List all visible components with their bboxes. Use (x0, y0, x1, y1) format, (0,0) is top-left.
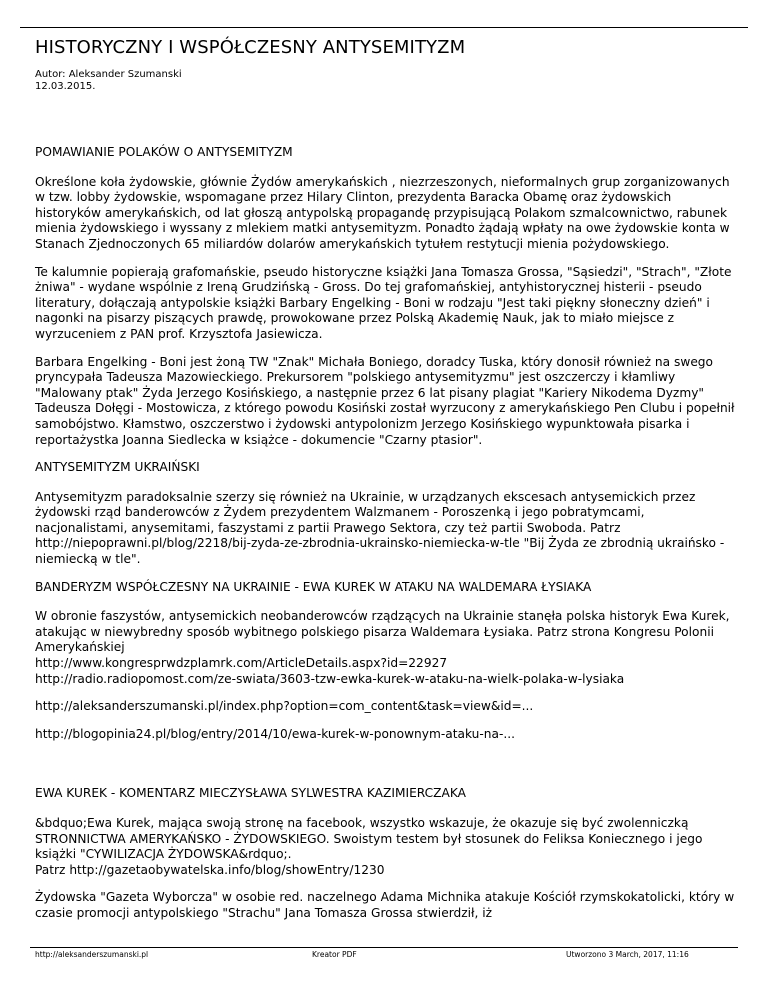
paragraph: Barbara Engelking - Boni jest żoną TW "Znak" Michała Boniego, doradcy Tuska, który donosił również na swego pryncypała Tadeusza Mazowieckiego. Prekursorem "polskiego antysemityzmu" jest oszczerczy i kłamliwy "Malowany ptak" Żyda Jerzego Kosińskiego, a następnie przez 6 lat pisany plagiat "Kariery Nikodema Dyzmy" Tadeusza Dołęgi - Mostowicza, z którego powodu Kosiński został wyrzucony z amerykańskiego Pen Clubu i popełnił samobójstwo. Kłamstwo, oszczerstwo i żydowski antypolonizm Jerzego Kosińskiego wypunktowała pisarka i reportażystka Joanna Siedlecka w książce - dokumencie "Czarny ptasior". (35, 354, 735, 447)
section-heading: BANDERYZM WSPÓŁCZESNY NA UKRAINIE - EWA KUREK W ATAKU NA WALDEMARA ŁYSIAKA (35, 579, 592, 594)
publish-date: 12.03.2015. (35, 81, 96, 92)
paragraph-text: W obronie faszystów, antysemickich neobanderowców rządzących na Ukrainie stanęła polska historyk Ewa Kurek, atakując w niewybredny sposób wybitnego polskiego pisarza Waldemara Łysiaka. Patrz strona Kongresu Polonii Amerykańskiej (35, 609, 730, 655)
footer-created-date: Utworzono 3 March, 2017, 11:16 (566, 950, 689, 959)
paragraph-text: &bdquo;Ewa Kurek, mająca swoją stronę na facebook, wszystko wskazuje, że okazuje się być zwolenniczką STRONNICTWA AMERYKAŃSKO - ŻYDOWSKIEGO. Swoistym testem był stosunek do Feliksa Koniecznego i jego książki "CYWILIZACJA ŻYDOWSKA&rdquo;. (35, 816, 703, 862)
article-meta (35, 69, 182, 93)
paragraph: Żydowska "Gazeta Wyborcza" w osobie red. naczelnego Adama Michnika atakuje Kościół rzymskokatolicki, który w czasie promocji antypolskiego "Strachu" Jana Tomasza Grossa stwierdził, iż (35, 890, 735, 920)
paragraph (35, 699, 735, 715)
article-body (35, 145, 735, 934)
author-line: Autor: Aleksander Szumanski (35, 69, 182, 80)
source-link[interactable]: http://radio.radiopomost.com/ze-swiata/3603-tzw-ewka-kurek-w-ataku-na-wielk-polaka-w-lysiaka (35, 671, 625, 686)
footer-site-url[interactable]: http://aleksanderszumanski.pl (35, 950, 149, 959)
paragraph (35, 609, 735, 687)
footer-generator: Kreator PDF (312, 950, 357, 959)
paragraph (35, 727, 735, 743)
section-heading: POMAWIANIE POLAKÓW O ANTYSEMITYZM (35, 145, 293, 159)
footer-rule (30, 947, 738, 948)
section-heading: EWA KUREK - KOMENTARZ MIECZYSŁAWA SYLWESTRA KAZIMIERCZAKA (35, 786, 466, 801)
source-link[interactable]: http://www.kongresprwdzplamrk.com/ArticleDetails.aspx?id=22927 (35, 656, 448, 671)
paragraph: Określone koła żydowskie, głównie Żydów amerykańskich , niezrzeszonych, nieformalnych grup zorganizowanych w tzw. lobby żydowskie, wspomagane przez Hilary Clinton, prezydenta Baracka Obamę oraz żydowskich historyków amerykańskich, od lat głoszą antypolską propagandę przypisującą Polakom szmalcownictwo, rabunek mienia żydowskiego i wyssany z mlekiem matki antysemityzm. Ponadto żądają wpłaty na owe żydowskie konta w Stanach Zjednoczonych 65 miliardów dolarów amerykańskich tytułem restytucji mienia pożydowskiego. (35, 174, 730, 251)
paragraph (35, 816, 735, 878)
source-link[interactable]: http://blogopinia24.pl/blog/entry/2014/10/ewa-kurek-w-ponownym-ataku-na-... (35, 726, 515, 741)
paragraph: Te kalumnie popierają grafomańskie, pseudo historyczne książki Jana Tomasza Grossa, "Sąsiedzi", "Strach", "Złote żniwa" - wydane wspólnie z Ireną Grudzińską - Gross. Do tej grafomańskiej, antyhistorycznej histerii - pseudo literatury, dołączają antypolskie książki Barbary Engelking - Boni w rodzaju "Jest taki piękny słoneczny dzień" i nagonki na pisarzy piszących prawdę, prowokowane przez Polską Akademię Nauk, jak to miało miejsce z wyrzuceniem z PAN prof. Krzysztofa Jasiewicza. (35, 264, 732, 341)
source-link[interactable]: http://aleksanderszumanski.pl/index.php?option=com_content&task=view&id=... (35, 699, 534, 714)
section-heading: ANTYSEMITYZM UKRAIŃSKI (35, 460, 200, 475)
header-rule (20, 27, 748, 28)
paragraph: Antysemityzm paradoksalnie szerzy się również na Ukrainie, w urządzanych ekscesach antysemickich przez żydowski rząd banderowców z Żydem prezydentem Walzmanem - Poroszenką i jego pobratymcami, nacjonalistami, anysemitami, faszystami z partii Prawego Sektora, czy też partii Swoboda. Patrz http://niepoprawni.pl/blog/2218/bij-zyda-ze-zbrodnia-ukrainsko-niemiecka-w-tle "Bij Żyda ze zbrodnią ukraińsko - niemiecką w tle". (35, 489, 725, 567)
page-title: HISTORYCZNY I WSPÓŁCZESNY ANTYSEMITYZM (35, 37, 466, 58)
reference-line[interactable]: Patrz http://gazetaobywatelska.info/blog/showEntry/1230 (35, 862, 385, 877)
